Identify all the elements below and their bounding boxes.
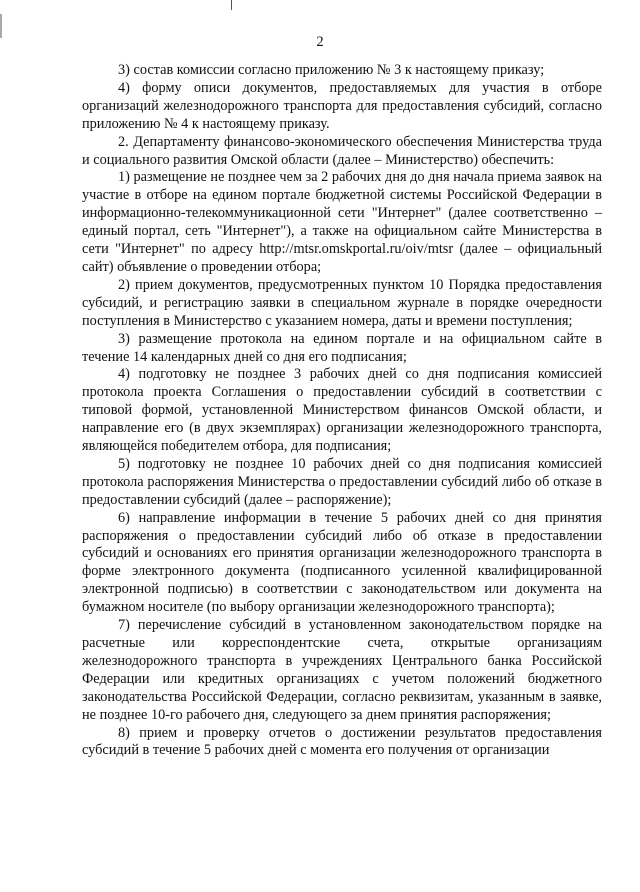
page-number: 2	[316, 34, 324, 50]
paragraph-item-4: 4) форму описи документов, предоставляемых для участия в отборе организаций железнодорожного транспорта для предоставления субсидий, согласно приложению № 4 к настоящему приказу.	[82, 79, 602, 132]
paragraph-sub-5: 5) подготовку не позднее 10 рабочих дней со дня подписания комиссией протокола распоряжения Министерства о предоставлении субсидий либо об отказе в предоставлении субсидий (далее – распоряжение);	[82, 455, 602, 508]
paragraph-sub-7: 7) перечисление субсидий в установленном законодательством порядке на расчетные или корреспондентские счета, открытые организациям железнодорожного транспорта в учреждениях Центрального банка Российской Федерации или кредитных организациях с учетом положений бюджетного законодательства Российской Федерации, согласно реквизитам, указанным в заявке, не позднее 10-го рабочего дня, следующего за днем принятия распоряжения;	[82, 617, 602, 723]
paragraph-sub-6: 6) направление информации в течение 5 рабочих дней со дня принятия распоряжения о предоставлении субсидий либо об отказе в предоставлении субсидий и основаниях его принятия организации железнодорожного транспорта в форме электронного документа (подписанного усиленной квалифицированной электронной подписью) в соответствии с законодательством или документа на бумажном носителе (по выбору организации железнодорожного транспорта);	[82, 509, 602, 616]
paragraph-sub-2: 2) прием документов, предусмотренных пунктом 10 Порядка предоставления субсидий, и регистрацию заявки в специальном журнале в порядке очередности поступления в Министерство с указанием номера, даты и времени поступления;	[82, 276, 602, 329]
paragraph-sub-1: 1) размещение не позднее чем за 2 рабочих дня до дня начала приема заявок на участие в отборе на едином портале бюджетной системы Российской Федерации в информационно-телекоммуникационной сети "Интернет" (далее соответственно – единый портал, сеть "Интернет"), а также на официальном сайте Министерства в сети "Интернет" по адресу http://mtsr.omskportal.ru/oiv/mtsr (далее – официальный сайт) объявление о проведении отбора;	[82, 169, 602, 275]
paragraph-sub-3: 3) размещение протокола на едином портале и на официальном сайте в течение 14 календарных дней со дня его подписания;	[82, 330, 602, 365]
paragraph-section-2: 2. Департаменту финансово-экономического обеспечения Министерства труда и социального развития Омской области (далее – Министерство) обеспечить:	[82, 133, 602, 168]
paragraph-item-3: 3) состав комиссии согласно приложению № 3 к настоящему приказу;	[118, 62, 545, 78]
document-body	[82, 62, 602, 760]
paragraph-sub-4: 4) подготовку не позднее 3 рабочих дней со дня подписания комиссией протокола проекта Соглашения о предоставлении субсидий в соответствии с типовой формой, установленной Министерством финансов Омской области, и направление его (в двух экземплярах) организации железнодорожного транспорта, являющейся победителем отбора, для подписания;	[82, 366, 602, 455]
scan-artifact-line	[231, 0, 232, 10]
paragraph-sub-8: 8) прием и проверку отчетов о достижении результатов предоставления субсидий в течение 5 рабочих дней с момента его получения от организации	[82, 724, 602, 759]
